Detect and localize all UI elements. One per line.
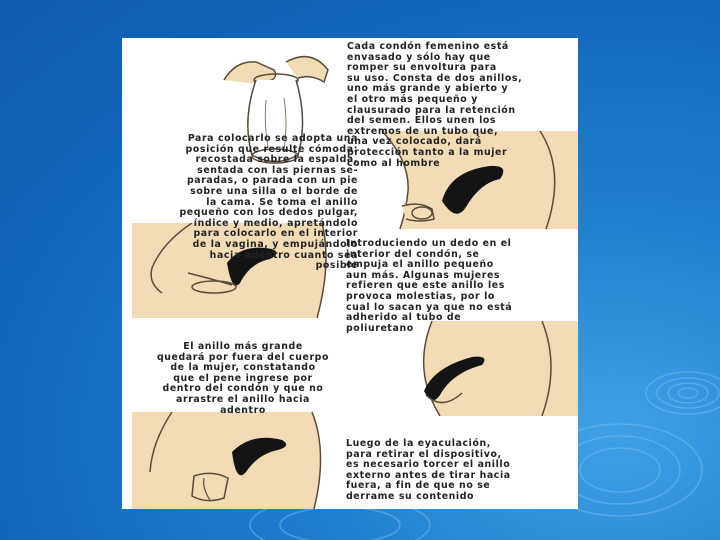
step-1-text: Cada condón femenino está envasado y sólo hay que romper su envoltura para su uso. Consta de dos anillos, uno más grande y abierto y el otro más pequeño y clausurado para la retención del semen. Ellos unen los extremos de un tubo que, una vez colocado, dará protección tanto a la mujer como al hombre — [347, 41, 523, 169]
step-4-text: El anillo más grande quedará por fuera del cuerpo de la mujer, constatando que el pene ingrese por dentro del condón y que no arrastre el anillo hacia adentro — [156, 341, 330, 416]
step-2-text: Para colocarlo se adopta una posición que resulte cómoda: recostada sobre la espalda, sentada con las piernas se- paradas, o parada con un pie sobre una silla o el borde de la cama. Se toma el anillo pequeño con los dedos pulgar, índice y medio, apretándolo para colocarlo en el interior de la vagina, y empujándolo hacia adentro cuanto sea posible — [179, 133, 358, 272]
step-3-text: Introduciendo un dedo en el interior del condón, se empuja el anillo pequeño aun más. Algunas mujeres refieren que este anillo les provoca molestias, por lo cual lo sacan ya que no está adherido al tubo de poliuretano — [346, 238, 513, 334]
instruction-sheet — [122, 38, 578, 509]
outer-ring-illustration — [392, 321, 578, 416]
removal-illustration — [132, 412, 344, 509]
step-5-text: Luego de la eyaculación, para retirar el dispositivo, es necesario torcer el anillo externo antes de tirar hacia fuera, a fin de que no se derrame su contenido — [346, 438, 511, 502]
